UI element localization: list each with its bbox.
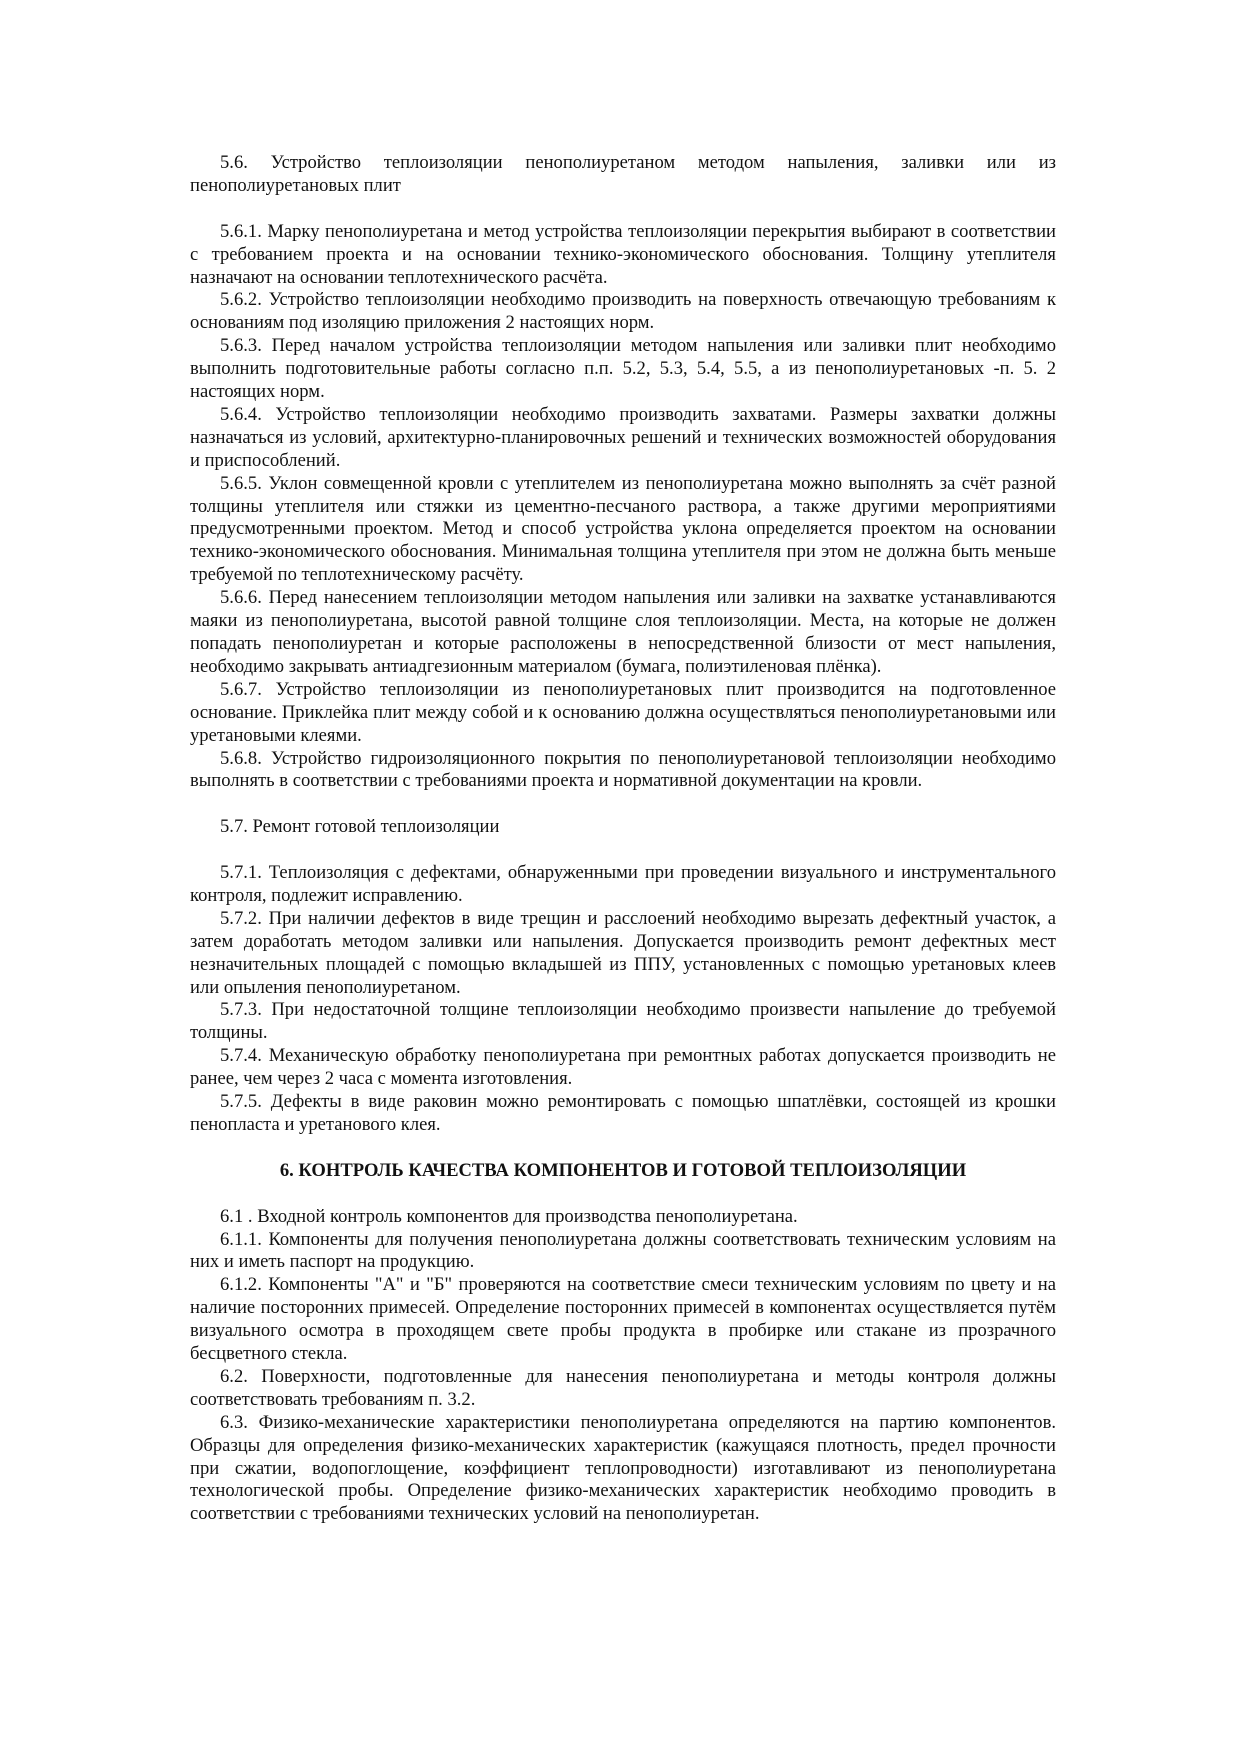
spacer <box>190 1137 1056 1160</box>
paragraph-5-6-3: 5.6.3. Перед началом устройства теплоизоляции методом напыления или заливки плит необходимо выполнить подготовительные работы согласно п.п. 5.2, 5.3, 5.4, 5.5, а из пенополиуретановых -п. 5. 2 настоящих норм. <box>190 335 1056 403</box>
paragraph-6-1-1: 6.1.1. Компоненты для получения пенополиуретана должны соответствовать техническим условиям на них и иметь паспорт на продукцию. <box>190 1228 1056 1273</box>
paragraph-5-7-3: 5.7.3. При недостаточной толщине теплоизоляции необходимо произвести напыление до требуемой толщины. <box>190 999 1056 1044</box>
paragraph-5-6-6: 5.6.6. Перед нанесением теплоизоляции методом напыления или заливки на захватке устанавливаются маяки из пенополиуретана, высотой равной толщине слоя теплоизоляции. Места, на которые не должен попадать пенополиуретан и которые расположены в непосредственной близости от мест напыления, необходимо закрывать антиадгезионным материалом (бумага, полиэтиленовая плёнка). <box>190 587 1056 677</box>
spacer <box>190 793 1056 816</box>
spacer <box>190 198 1056 221</box>
paragraph-5-7-5: 5.7.5. Дефекты в виде раковин можно ремонтировать с помощью шпатлёвки, состоящей из крошки пенопласта и уретанового клея. <box>190 1091 1056 1136</box>
section-5-6-title: 5.6. Устройство теплоизоляции пенополиуретаном методом напыления, заливки или из пенополиуретановых плит <box>190 152 1056 196</box>
paragraph-5-7-1: 5.7.1. Теплоизоляция с дефектами, обнаруженными при проведении визуального и инструментального контроля, подлежит исправлению. <box>190 862 1056 906</box>
section-6-heading: 6. КОНТРОЛЬ КАЧЕСТВА КОМПОНЕНТОВ И ГОТОВОЙ ТЕПЛОИЗОЛЯЦИИ <box>279 1159 967 1181</box>
document-page <box>190 152 1056 1526</box>
paragraph-6-2: 6.2. Поверхности, подготовленные для нанесения пенополиуретана и методы контроля должны соответствовать требованиям п. 3.2. <box>190 1365 1056 1410</box>
paragraph-6-1: 6.1 . Входной контроль компонентов для производства пенополиуретана. <box>220 1205 798 1227</box>
spacer <box>190 839 1056 862</box>
paragraph-5-6-7: 5.6.7. Устройство теплоизоляции из пенополиуретановых плит производится на подготовленное основание. Приклейка плит между собой и к основанию должна осуществляться пенополиуретановыми или уретановыми клеями. <box>190 678 1056 746</box>
paragraph-5-6-1: 5.6.1. Марку пенополиуретана и метод устройства теплоизоляции перекрытия выбирают в соответствии с требованием проекта и на основании технико-экономического обоснования. Толщину утеплителя назначают на основании теплотехнического расчёта. <box>190 220 1056 288</box>
paragraph-5-6-2: 5.6.2. Устройство теплоизоляции необходимо производить на поверхность отвечающую требованиям к основаниям под изоляцию приложения 2 настоящих норм. <box>190 289 1056 334</box>
paragraph-5-7-2: 5.7.2. При наличии дефектов в виде трещин и расслоений необходимо вырезать дефектный участок, а затем доработать методом заливки или напыления. Допускается производить ремонт дефектных мест незначительных площадей с помощью вкладышей из ППУ, установленных с помощью уретановых клеев или опыления пенополиуретаном. <box>190 907 1056 998</box>
paragraph-5-6-5: 5.6.5. Уклон совмещенной кровли с утеплителем из пенополиуретана можно выполнять за счёт разной толщины утеплителя или стяжки из цементно-песчаного раствора, а также другими мероприятиями предусмотренными проектом. Метод и способ устройства уклона определяется проектом на основании технико-экономического обоснования. Минимальная толщина утеплителя при этом не должна быть меньше требуемой по теплотехническому расчёту. <box>190 472 1056 586</box>
section-5-7-title: 5.7. Ремонт готовой теплоизоляции <box>220 816 500 838</box>
paragraph-5-6-8: 5.6.8. Устройство гидроизоляционного покрытия по пенополиуретановой теплоизоляции необходимо выполнять в соответствии с требованиями проекта и нормативной документации на кровли. <box>190 747 1056 792</box>
spacer <box>190 1183 1056 1206</box>
paragraph-5-6-4: 5.6.4. Устройство теплоизоляции необходимо производить захватами. Размеры захватки должны назначаться из условий, архитектурно-планировочных решений и технических возможностей оборудования и приспособлений. <box>190 403 1056 471</box>
paragraph-6-3: 6.3. Физико-механические характеристики пенополиуретана определяются на партию компонентов. Образцы для определения физико-механических характеристик (кажущаяся плотность, предел прочности при сжатии, водопоглощение, коэффициент теплопроводности) изготавливают из пенополиуретана технологической пробы. Определение физико-механических характеристик необходимо проводить в соответствии с требованиями технических условий на пенополиуретан. <box>190 1411 1056 1525</box>
paragraph-6-1-2: 6.1.2. Компоненты "А" и "Б" проверяются на соответствие смеси техническим условиям по цвету и на наличие посторонних примесей. Определение посторонних примесей в компонентах осуществляется путём визуального осмотра в проходящем свете пробы продукта в пробирке или стакане из прозрачного бесцветного стекла. <box>190 1274 1056 1365</box>
paragraph-5-7-4: 5.7.4. Механическую обработку пенополиуретана при ремонтных работах допускается производить не ранее, чем через 2 часа с момента изготовления. <box>190 1045 1056 1090</box>
